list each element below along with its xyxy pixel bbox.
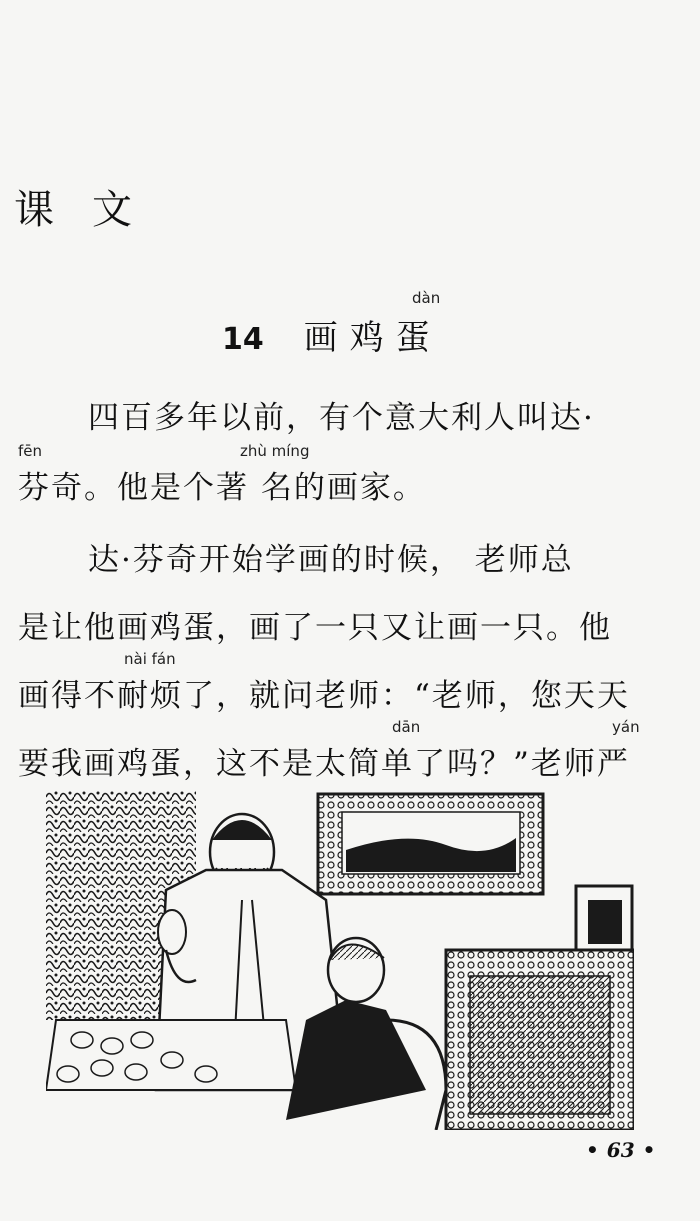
text-line-3: 达·芬奇开始学画的时候， 老师总 (88, 542, 574, 578)
lesson-title (222, 310, 442, 359)
pinyin-dan-title: dàn (412, 289, 441, 307)
section-title: 课文 (14, 187, 170, 233)
text-line-2: 芬奇。他是个著 名的画家。 (18, 470, 426, 506)
pinyin-yan: yán (612, 718, 640, 736)
text-line-5: 画得不耐烦了，就问老师：“老师，您天天 (18, 678, 630, 714)
egg-held-icon (158, 910, 186, 954)
pinyin-zhuming: zhù míng (240, 442, 310, 460)
page-number: • 63 • (586, 1138, 656, 1162)
pinyin-dan: dān (392, 718, 421, 736)
lesson-name: 画鸡蛋 (303, 318, 442, 358)
lesson-number: 14 (222, 322, 264, 357)
text-line-4: 是让他画鸡蛋，画了一只又让画一只。他 (18, 610, 612, 646)
pinyin-fen: fēn (18, 442, 43, 460)
text-line-6: 要我画鸡蛋，这不是太简单了吗？”老师严 (18, 746, 630, 782)
text-line-1: 四百多年以前，有个意大利人叫达· (88, 400, 595, 436)
pinyin-naifan: nài fán (124, 650, 176, 668)
illustration-teacher-and-boy-icon (46, 790, 634, 1130)
